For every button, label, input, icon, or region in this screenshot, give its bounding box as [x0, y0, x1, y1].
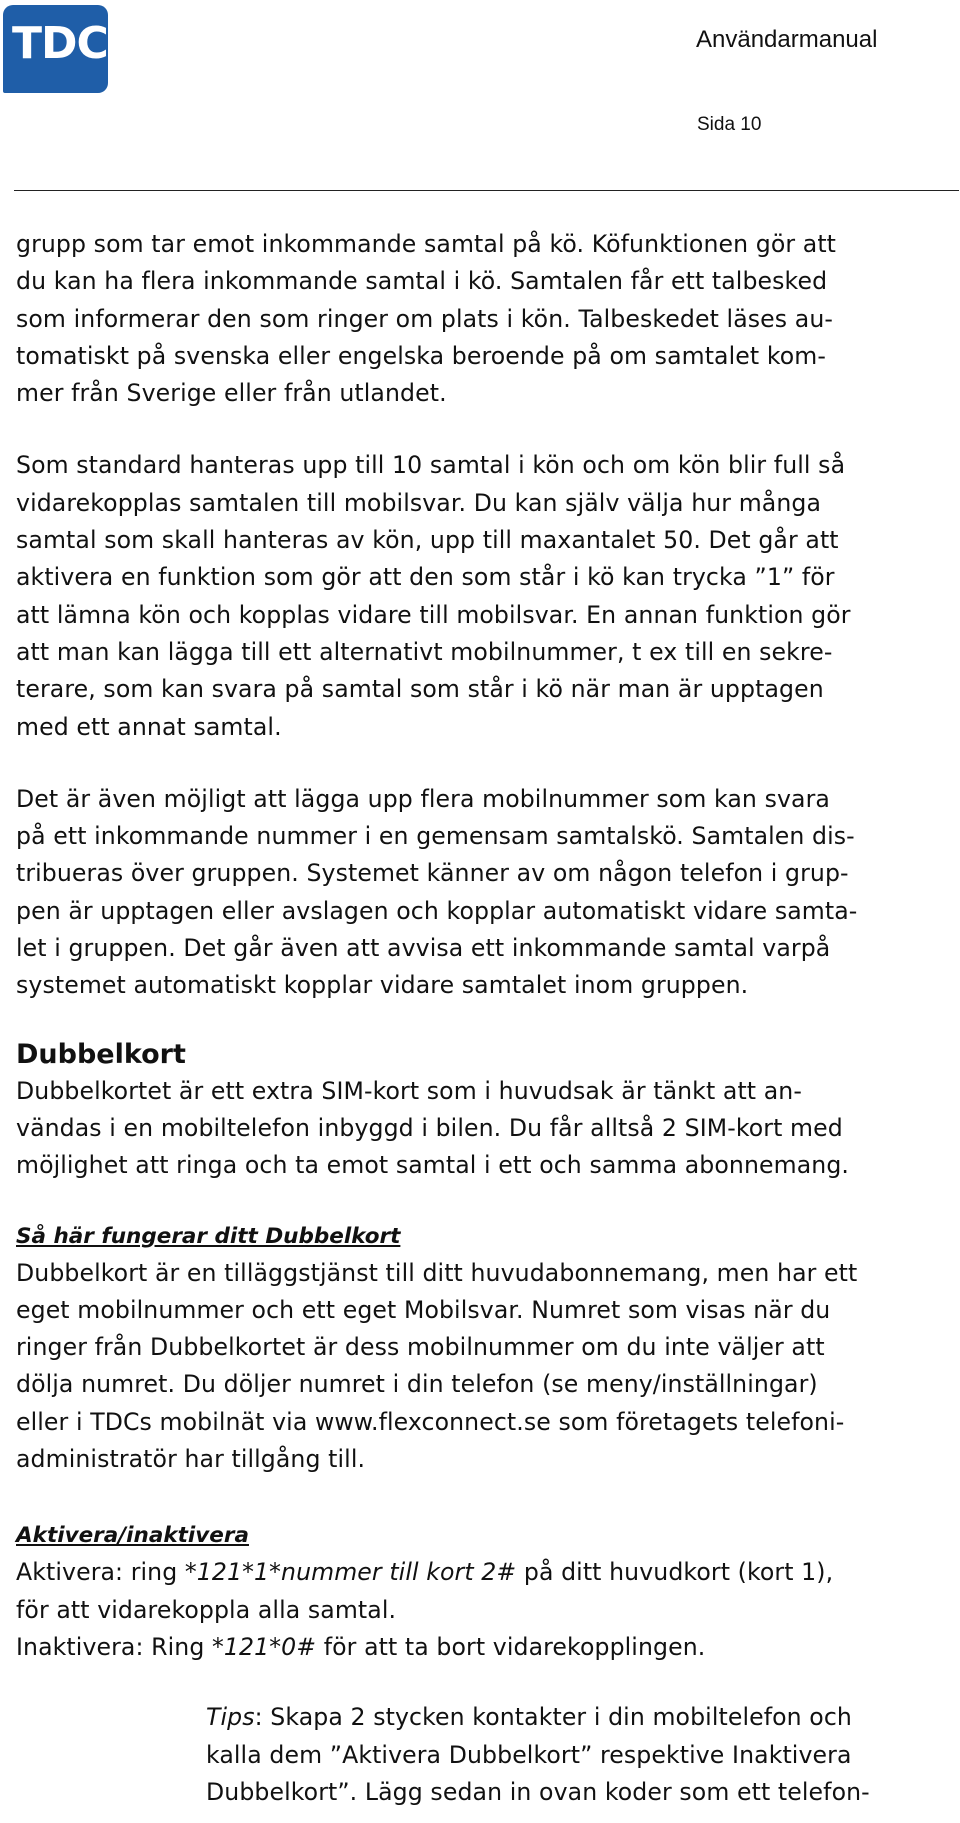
text-line — [206, 1699, 956, 1736]
subsection-heading: Aktivera/inaktivera — [16, 1523, 249, 1549]
paragraph-queue-intro — [16, 226, 956, 412]
tips-box — [16, 1699, 956, 1811]
text-fragment: för att ta bort vidarekopplingen. — [316, 1632, 706, 1661]
text-line — [16, 1629, 956, 1666]
text-fragment: på ditt huvudkort (kort 1), — [516, 1558, 834, 1587]
text-line: tomatiskt på svenska eller engelska beroende på om samtalet kom- — [16, 341, 826, 370]
paragraph-group-queue — [16, 781, 956, 1005]
text-line: terare, som kan svara på samtal som står i kö när man är upptagen — [16, 675, 824, 704]
text-line: på ett inkommande nummer i en gemensam samtalskö. Samtalen dis- — [16, 822, 855, 851]
text-line: du kan ha flera inkommande samtal i kö. Samtalen får ett talbesked — [16, 267, 828, 296]
section-dubbelkort — [16, 1037, 956, 1185]
text-line: att man kan lägga till ett alternativt mobilnummer, t ex till en sekre- — [16, 637, 833, 666]
text-line: vidarekopplas samtalen till mobilsvar. Du kan själv välja hur många — [16, 488, 822, 517]
section-how-it-works — [16, 1219, 956, 1479]
text-line: för att vidarekoppla alla samtal. — [16, 1595, 397, 1624]
document-title: Användarmanual — [696, 26, 878, 53]
text-line: samtal som skall hanteras av kön, upp till maxantalet 50. Det går att — [16, 526, 839, 555]
text-line: Som standard hanteras upp till 10 samtal i kön och om kön blir full så — [16, 451, 846, 480]
text-line: tribueras över gruppen. Systemet känner av om någon telefon i grup- — [16, 859, 849, 888]
tips-label: Tips — [206, 1703, 255, 1732]
text-line: dölja numret. Du döljer numret i din telefon (se meny/inställningar) — [16, 1370, 818, 1399]
text-line: eget mobilnummer och ett eget Mobilsvar. Numret som visas när du — [16, 1295, 831, 1324]
section-heading: Dubbelkort — [16, 1038, 186, 1070]
text-line: vändas i en mobiltelefon inbyggd i bilen. Du får alltså 2 SIM-kort med — [16, 1113, 843, 1142]
text-line: som informerar den som ringer om plats i kön. Talbeskedet läses au- — [16, 304, 833, 333]
section-activate — [16, 1518, 956, 1666]
text-line: Det är även möjligt att lägga upp flera mobilnummer som kan svara — [16, 784, 830, 813]
deactivation-code: *121*0# — [212, 1632, 317, 1661]
text-fragment: Inaktivera: Ring — [16, 1632, 213, 1661]
subsection-heading: Så här fungerar ditt Dubbelkort — [16, 1223, 401, 1249]
text-line: let i gruppen. Det går även att avvisa ett inkommande samtal varpå — [16, 934, 831, 963]
text-line: aktivera en funktion som gör att den som står i kö kan trycka ”1” för — [16, 563, 835, 592]
text-line: Dubbelkort är en tilläggstjänst till ditt huvudabonnemang, men har ett — [16, 1258, 858, 1287]
text-line: administratör har tillgång till. — [16, 1445, 366, 1474]
paragraph-queue-standard — [16, 447, 956, 745]
activation-code: *121*1*nummer till kort 2# — [184, 1558, 517, 1587]
text-line: att lämna kön och kopplas vidare till mobilsvar. En annan funktion gör — [16, 600, 851, 629]
text-line: pen är upptagen eller avslagen och kopplar automatiskt vidare samta- — [16, 896, 858, 925]
text-line: Dubbelkort”. Lägg sedan in ovan koder som ett telefon- — [206, 1777, 870, 1806]
text-line: med ett annat samtal. — [16, 712, 282, 741]
page-body — [16, 226, 956, 1811]
text-line: eller i TDCs mobilnät via www.flexconnect.se som företagets telefoni- — [16, 1407, 845, 1436]
text-line: Dubbelkortet är ett extra SIM-kort som i huvudsak är tänkt att an- — [16, 1076, 802, 1105]
text-line — [16, 1554, 956, 1591]
tdc-logo — [3, 5, 108, 93]
text-line: systemet automatiskt kopplar vidare samtalet inom gruppen. — [16, 971, 749, 1000]
text-line: mer från Sverige eller från utlandet. — [16, 379, 447, 408]
logo-text: TDC — [12, 18, 108, 69]
text-line: ringer från Dubbelkortet är dess mobilnummer om du inte väljer att — [16, 1333, 825, 1362]
text-line: grupp som tar emot inkommande samtal på kö. Köfunktionen gör att — [16, 230, 837, 258]
text-line: kalla dem ”Aktivera Dubbelkort” respektive Inaktivera — [206, 1740, 852, 1769]
page-number: Sida 10 — [697, 114, 762, 135]
header-divider — [14, 190, 959, 191]
text-fragment: Aktivera: ring — [16, 1558, 185, 1587]
text-line: möjlighet att ringa och ta emot samtal i ett och samma abonnemang. — [16, 1151, 850, 1180]
text-fragment: : Skapa 2 stycken kontakter i din mobiltelefon och — [254, 1703, 852, 1732]
